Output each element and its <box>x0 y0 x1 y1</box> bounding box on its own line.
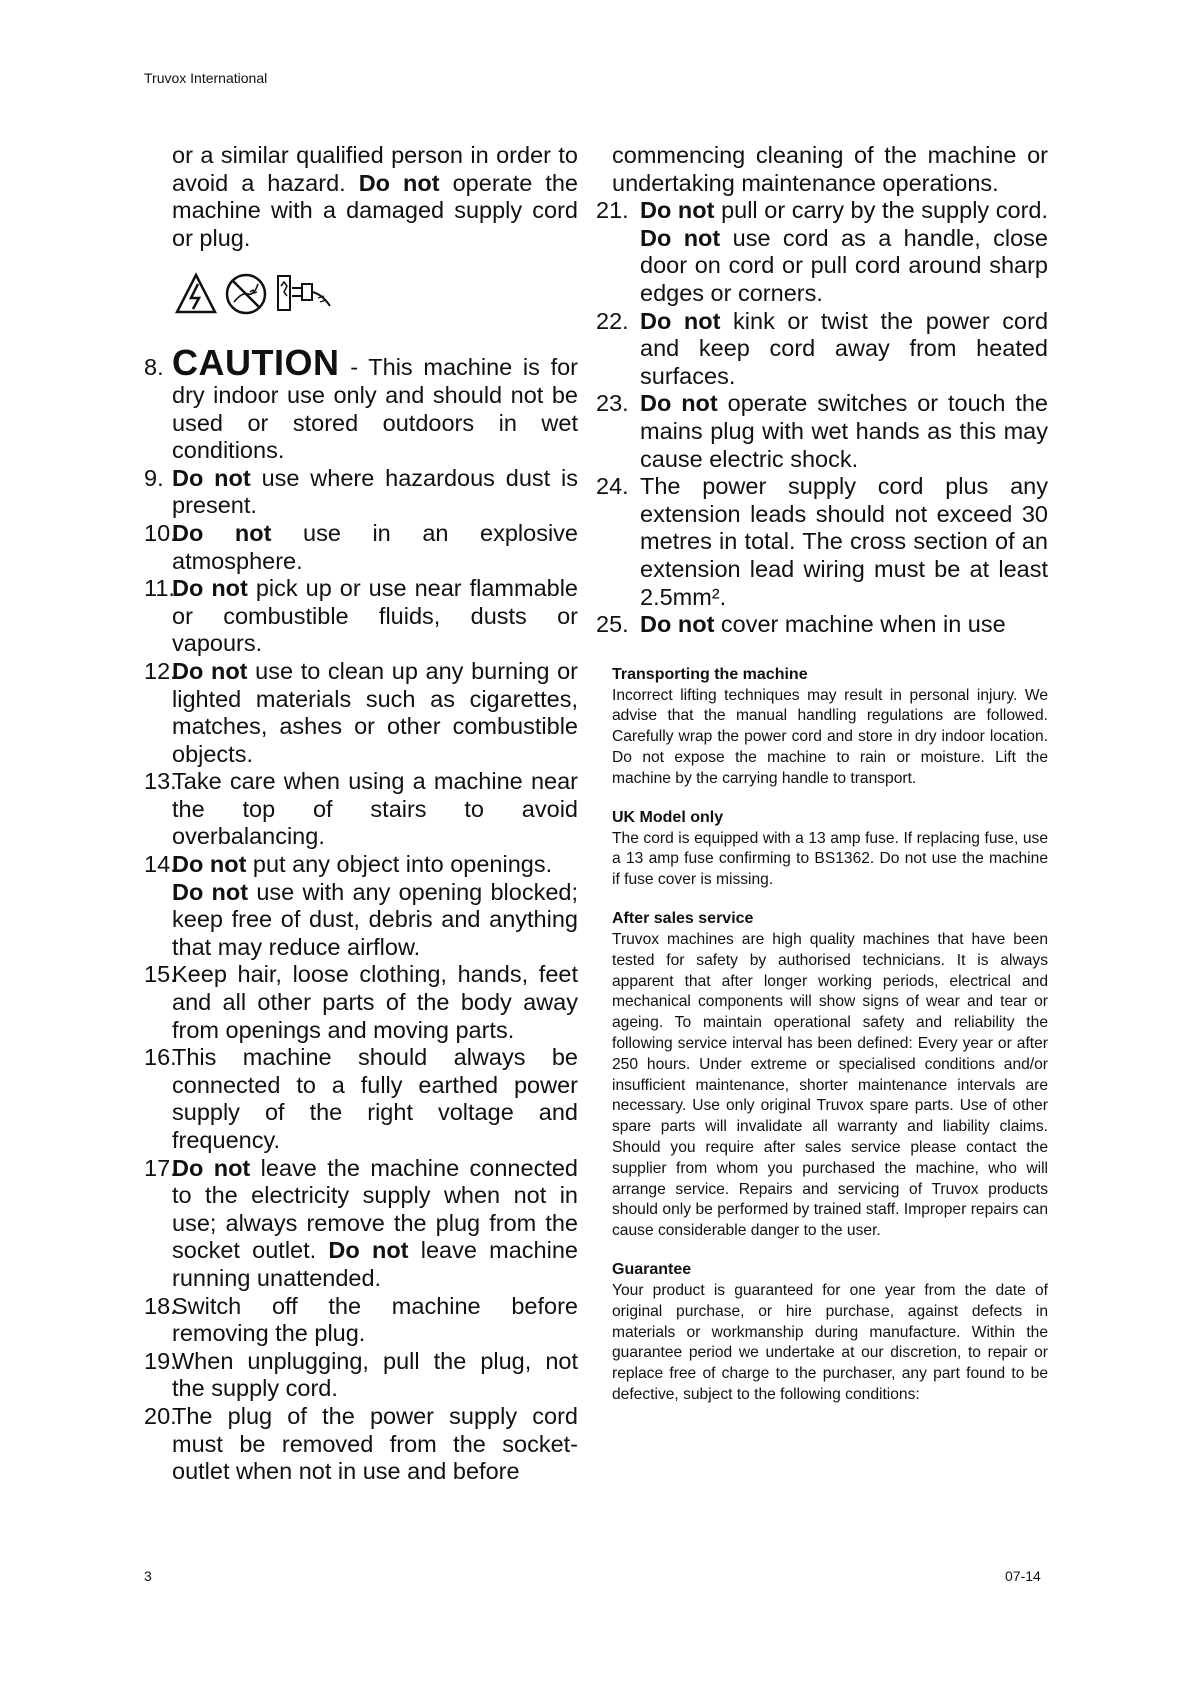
item-number: 22. <box>596 307 629 334</box>
section-body: Incorrect lifting techniques may result in personal injury. We advise that the manual handling regulations are followed. Carefully wrap the power cord and store in dry indoor location. Do not expose the machine to rain or moisture. Lift the machine by the carrying handle to transport. <box>612 686 1048 787</box>
emphasis-do-not: Do not <box>640 390 718 417</box>
item-text <box>172 465 578 520</box>
list-item <box>144 1293 578 1348</box>
emphasis-do-not: Do not <box>172 464 251 491</box>
list-item <box>144 342 578 464</box>
continuation-paragraph: commencing cleaning of the machine or undertaking maintenance operations. <box>612 142 1048 196</box>
continuation-text: operate the machine with a damaged supply cord or plug. <box>172 169 579 251</box>
item-text <box>172 520 578 575</box>
item-text <box>640 197 1048 307</box>
item-text-rest: When unplugging, pull the plug, not the supply cord. <box>172 1347 578 1402</box>
caution-label: CAUTION <box>172 342 340 384</box>
item-text <box>172 658 578 768</box>
item-number: 25. <box>596 611 629 638</box>
no-damaged-cord-icon <box>224 272 268 321</box>
item-text-rest: use with any opening blocked; keep free of dust, debris and anything that may reduce airflow. <box>172 878 578 960</box>
item-text-rest: Keep hair, loose clothing, hands, feet and all other parts of the body away from openings and moving parts. <box>172 961 578 1043</box>
item-number: 8. <box>144 354 164 381</box>
list-item <box>596 308 1048 391</box>
section-body: Your product is guaranteed for one year from the date of original purchase, or hire purchase, against defects in materials or workmanship during manufacture. Within the guarantee period we undertake at our discretion, to repair or replace free of charge to the purchaser, any part found to be defective, subject to the following conditions: <box>612 1282 1048 1403</box>
item-text <box>172 1155 578 1293</box>
item-text-rest: Take care when using a machine near the top of stairs to avoid overbalancing. <box>172 768 578 850</box>
item-text-rest: The plug of the power supply cord must be removed from the socket-outlet when not in use and before <box>172 1402 578 1485</box>
list-item <box>144 465 578 520</box>
emphasis-do-not: Do not <box>328 1237 409 1264</box>
item-number: 12. <box>144 657 177 684</box>
item-text-rest: pick up or use near flammable or combustible fluids, dusts or vapours. <box>172 575 578 657</box>
item-number: 16. <box>144 1044 177 1071</box>
item-text <box>640 390 1048 473</box>
item-text-rest: use cord as a handle, close door on cord or pull cord around sharp edges or corners. <box>640 224 1048 306</box>
section-uk-model <box>612 808 1048 891</box>
item-number: 17. <box>144 1154 177 1181</box>
item-text-rest: The power supply cord plus any extension leads should not exceed 30 metres in total. The cross section of an extension lead wiring must be at least 2.5mm². <box>640 473 1048 610</box>
list-item <box>596 197 1048 307</box>
emphasis-do-not: Do not <box>640 307 721 334</box>
section-transporting <box>612 665 1048 790</box>
emphasis-do-not: Do not <box>172 1154 251 1181</box>
list-item <box>596 473 1048 611</box>
item-text-rest: leave the machine connected to the electricity supply when not in use; always remove the plug from the socket outlet. <box>172 1154 578 1264</box>
section-title: UK Model only <box>612 808 724 826</box>
list-item <box>144 658 578 768</box>
page-number: 3 <box>144 1568 152 1584</box>
warning-icons <box>174 270 578 322</box>
continuation-text: or a similar qualified person in order to avoid a hazard. <box>172 142 578 196</box>
list-item <box>144 768 578 851</box>
item-number: 11. <box>144 575 175 602</box>
section-guarantee <box>612 1260 1048 1406</box>
item-text-rest: leave machine running unattended. <box>172 1237 578 1291</box>
emphasis-do-not: Do not <box>172 657 248 684</box>
unplug-icon <box>274 272 336 321</box>
right-column <box>596 142 1049 1406</box>
item-text-rest: This machine should always be connected to a fully earthed power supply of the right voltage and frequency. <box>172 1044 578 1153</box>
list-item <box>144 961 578 1044</box>
item-text <box>640 473 1048 611</box>
header-company: Truvox International <box>144 70 268 86</box>
item-text-rest: pull or carry by the supply cord. <box>714 197 1049 224</box>
item-text-rest: use in an explosive atmosphere. <box>172 519 579 574</box>
item-text <box>172 1348 578 1403</box>
document-code: 07-14 <box>1005 1568 1041 1584</box>
list-item <box>144 1403 578 1486</box>
item-text <box>172 961 578 1044</box>
list-item <box>144 851 578 961</box>
safety-list-right <box>596 197 1049 639</box>
item-text <box>640 308 1048 391</box>
list-item <box>144 1155 578 1293</box>
item-text-rest: cover machine when in use <box>714 611 1006 638</box>
emphasis-do-not: Do not <box>172 851 247 878</box>
emphasis-do-not: Do not <box>172 519 272 546</box>
list-item <box>596 390 1048 473</box>
item-text-rest: Switch off the machine before removing the plug. <box>172 1292 578 1347</box>
emphasis-do-not: Do not <box>172 878 249 905</box>
section-title: Transporting the machine <box>612 665 808 683</box>
emphasis-do-not: Do not <box>172 575 248 602</box>
list-item <box>144 1044 578 1154</box>
item-number: 14. <box>144 851 177 878</box>
list-item <box>144 575 578 658</box>
section-body: Truvox machines are high quality machines that have been tested for safety by authorised technicians. It is always apparent that after longer working periods, electrical and mechanical components will show signs of wear and tear or ageing. To maintain operational safety and reliability the following service interval has been defined: Every year or after 250 hours. Under extreme or specialised conditions and/or insufficient maintenance, shorter maintenance intervals are necessary. Use only original Truvox spare parts. Use of other spare parts will invalidate all warranty and liability claims. Should you require after sales service please contact the supplier from whom you purchased the machine, who will arrange service. Repairs and servicing of Truvox products should only be performed by trained staff. Improper repairs can cause considerable danger to the user. <box>612 931 1048 1240</box>
emphasis-do-not: Do not <box>640 224 721 251</box>
emphasis-do-not: Do not <box>640 611 715 638</box>
item-text-rest: kink or twist the power cord and keep cord away from heated surfaces. <box>640 307 1049 389</box>
safety-list-left <box>144 342 579 1485</box>
continuation-paragraph <box>144 142 578 252</box>
item-text <box>640 611 1048 639</box>
list-item <box>144 520 578 575</box>
item-text <box>172 1403 578 1486</box>
item-text <box>172 768 578 851</box>
item-text <box>172 1044 578 1154</box>
left-column <box>144 142 578 1486</box>
item-number: 20. <box>144 1402 177 1429</box>
item-number: 10. <box>144 519 177 546</box>
list-item <box>144 1348 578 1403</box>
item-text <box>172 851 578 961</box>
item-text-rest: - This machine is for dry indoor use only and should not be used or stored outdoors in wet conditions. <box>172 354 578 464</box>
emphasis-do-not: Do not <box>358 169 440 196</box>
item-text-rest: use to clean up any burning or lighted materials such as cigarettes, matches, ashes or other combustible objects. <box>172 657 578 767</box>
item-number: 19. <box>144 1347 177 1374</box>
item-text-rest: put any object into openings. <box>246 851 553 878</box>
item-number: 18. <box>144 1292 177 1319</box>
emphasis-do-not: Do not <box>640 197 715 224</box>
item-number: 24. <box>596 473 629 500</box>
item-text <box>172 342 578 464</box>
section-body: The cord is equipped with a 13 amp fuse. If replacing fuse, use a 13 amp fuse confirming to BS1362. Do not use the machine if fuse cover is missing. <box>612 829 1048 889</box>
item-number: 15. <box>144 961 177 988</box>
list-item <box>596 611 1048 639</box>
item-text <box>172 575 578 658</box>
item-number: 9. <box>144 464 164 491</box>
item-text-rest: operate switches or touch the mains plug with wet hands as this may cause electric shock. <box>640 390 1049 472</box>
item-number: 21. <box>596 197 629 224</box>
item-number: 13. <box>144 768 177 795</box>
item-text-rest: use where hazardous dust is present. <box>172 464 578 519</box>
section-title: After sales service <box>612 910 754 928</box>
section-after-sales <box>612 909 1048 1242</box>
item-text <box>172 1293 578 1348</box>
section-title: Guarantee <box>612 1261 692 1279</box>
electric-hazard-icon <box>174 272 218 321</box>
item-number: 23. <box>596 390 629 417</box>
